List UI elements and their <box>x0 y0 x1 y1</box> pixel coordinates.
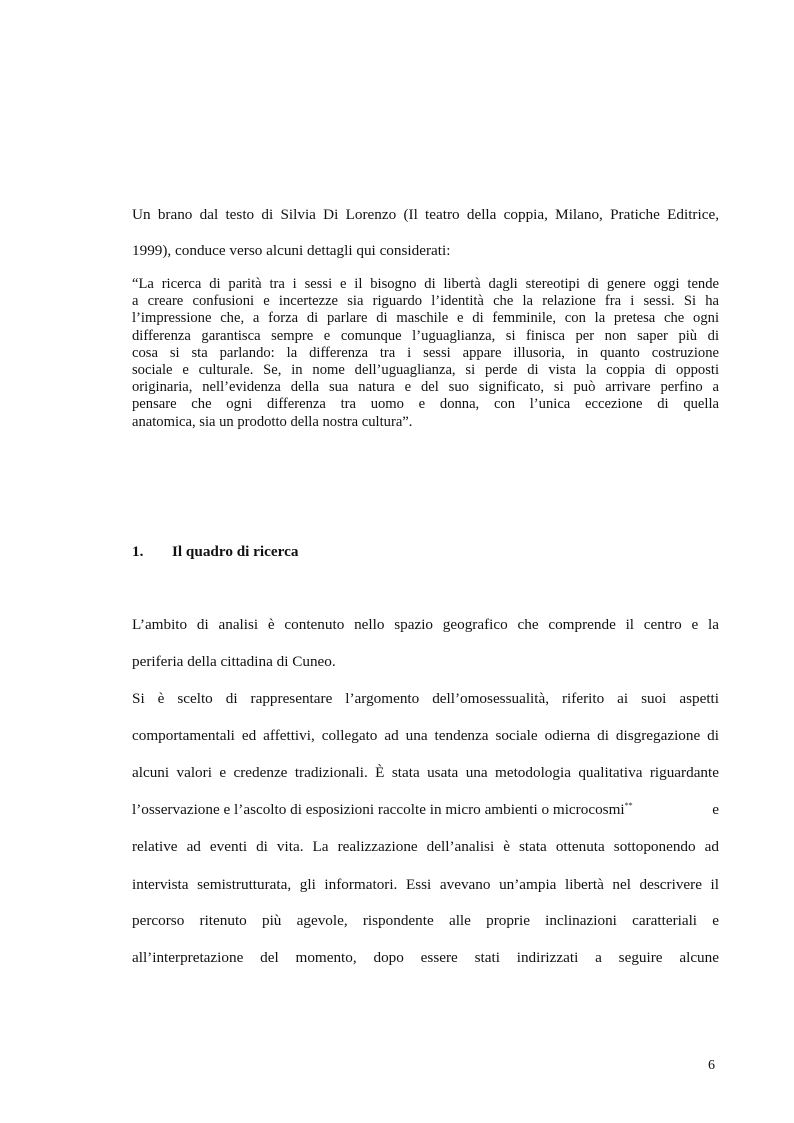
quote-line: l’impressione che, a forza di parlare di maschile e di femminile, con la pretesa che ogni <box>132 310 719 327</box>
quote-line: a creare confusioni e incertezze sia riguardo l’identità che la relazione fra i sessi. Si ha <box>132 293 719 310</box>
body-line: intervista semistrutturata, gli informatori. Essi avevano un’ampia libertà nel descrivere il <box>132 876 719 893</box>
body-line: all’interpretazione del momento, dopo essere stati indirizzati a seguire alcune <box>132 949 719 966</box>
section-number: 1. <box>132 543 144 560</box>
footnote-tail: e <box>712 801 719 818</box>
section-title: Il quadro di ricerca <box>172 543 299 560</box>
body-line: periferia della cittadina di Cuneo. <box>132 653 336 670</box>
quote-line: pensare che ogni differenza tra uomo e donna, con l’unica eccezione di quella <box>132 396 719 413</box>
quote-line: sociale e culturale. Se, in nome dell’uguaglianza, si perde di vista la coppia di opposti <box>132 362 719 379</box>
intro-line-2: 1999), conduce verso alcuni dettagli qui considerati: <box>132 242 451 259</box>
intro-line-1: Un brano dal testo di Silvia Di Lorenzo (Il teatro della coppia, Milano, Pratiche Editrice, <box>132 206 719 223</box>
body-line: relative ad eventi di vita. La realizzazione dell’analisi è stata ottenuta sottoponendo ad <box>132 838 719 855</box>
section-heading <box>132 543 298 561</box>
body-line: percorso ritenuto più agevole, rispondente alle proprie inclinazioni caratteriali e <box>132 912 719 929</box>
body-line: Si è scelto di rappresentare l’argomento dell’omosessualità, riferito ai suoi aspetti <box>132 690 719 707</box>
quote-line: cosa si sta parlando: la differenza tra i sessi appare illusoria, in quanto costruzione <box>132 344 719 361</box>
block-quote <box>132 276 719 431</box>
quote-line: originaria, nell’evidenza della sua natura e del suo significato, si può arrivare perfino a <box>132 379 719 396</box>
page-number: 6 <box>708 1058 715 1073</box>
quote-line: anatomica, sia un prodotto della nostra cultura”. <box>132 413 413 430</box>
body-line: comportamentali ed affettivi, collegato ad una tendenza sociale odierna di disgregazione di <box>132 727 719 744</box>
body-line: L’ambito di analisi è contenuto nello spazio geografico che comprende il centro e la <box>132 616 719 633</box>
body-line: alcuni valori e credenze tradizionali. È stata usata una metodologia qualitativa riguardante <box>132 764 719 781</box>
body-line: l’osservazione e l’ascolto di esposizioni raccolte in micro ambienti o microcosmi <box>132 801 625 818</box>
quote-line: “La ricerca di parità tra i sessi e il bisogno di libertà dagli stereotipi di genere oggi tende <box>132 276 719 292</box>
quote-line: differenza garantisca sempre e comunque l’uguaglianza, si finisca per non saper più di <box>132 327 719 344</box>
body-line-footnoted <box>132 801 719 819</box>
footnote-marker[interactable]: ** <box>624 800 633 810</box>
